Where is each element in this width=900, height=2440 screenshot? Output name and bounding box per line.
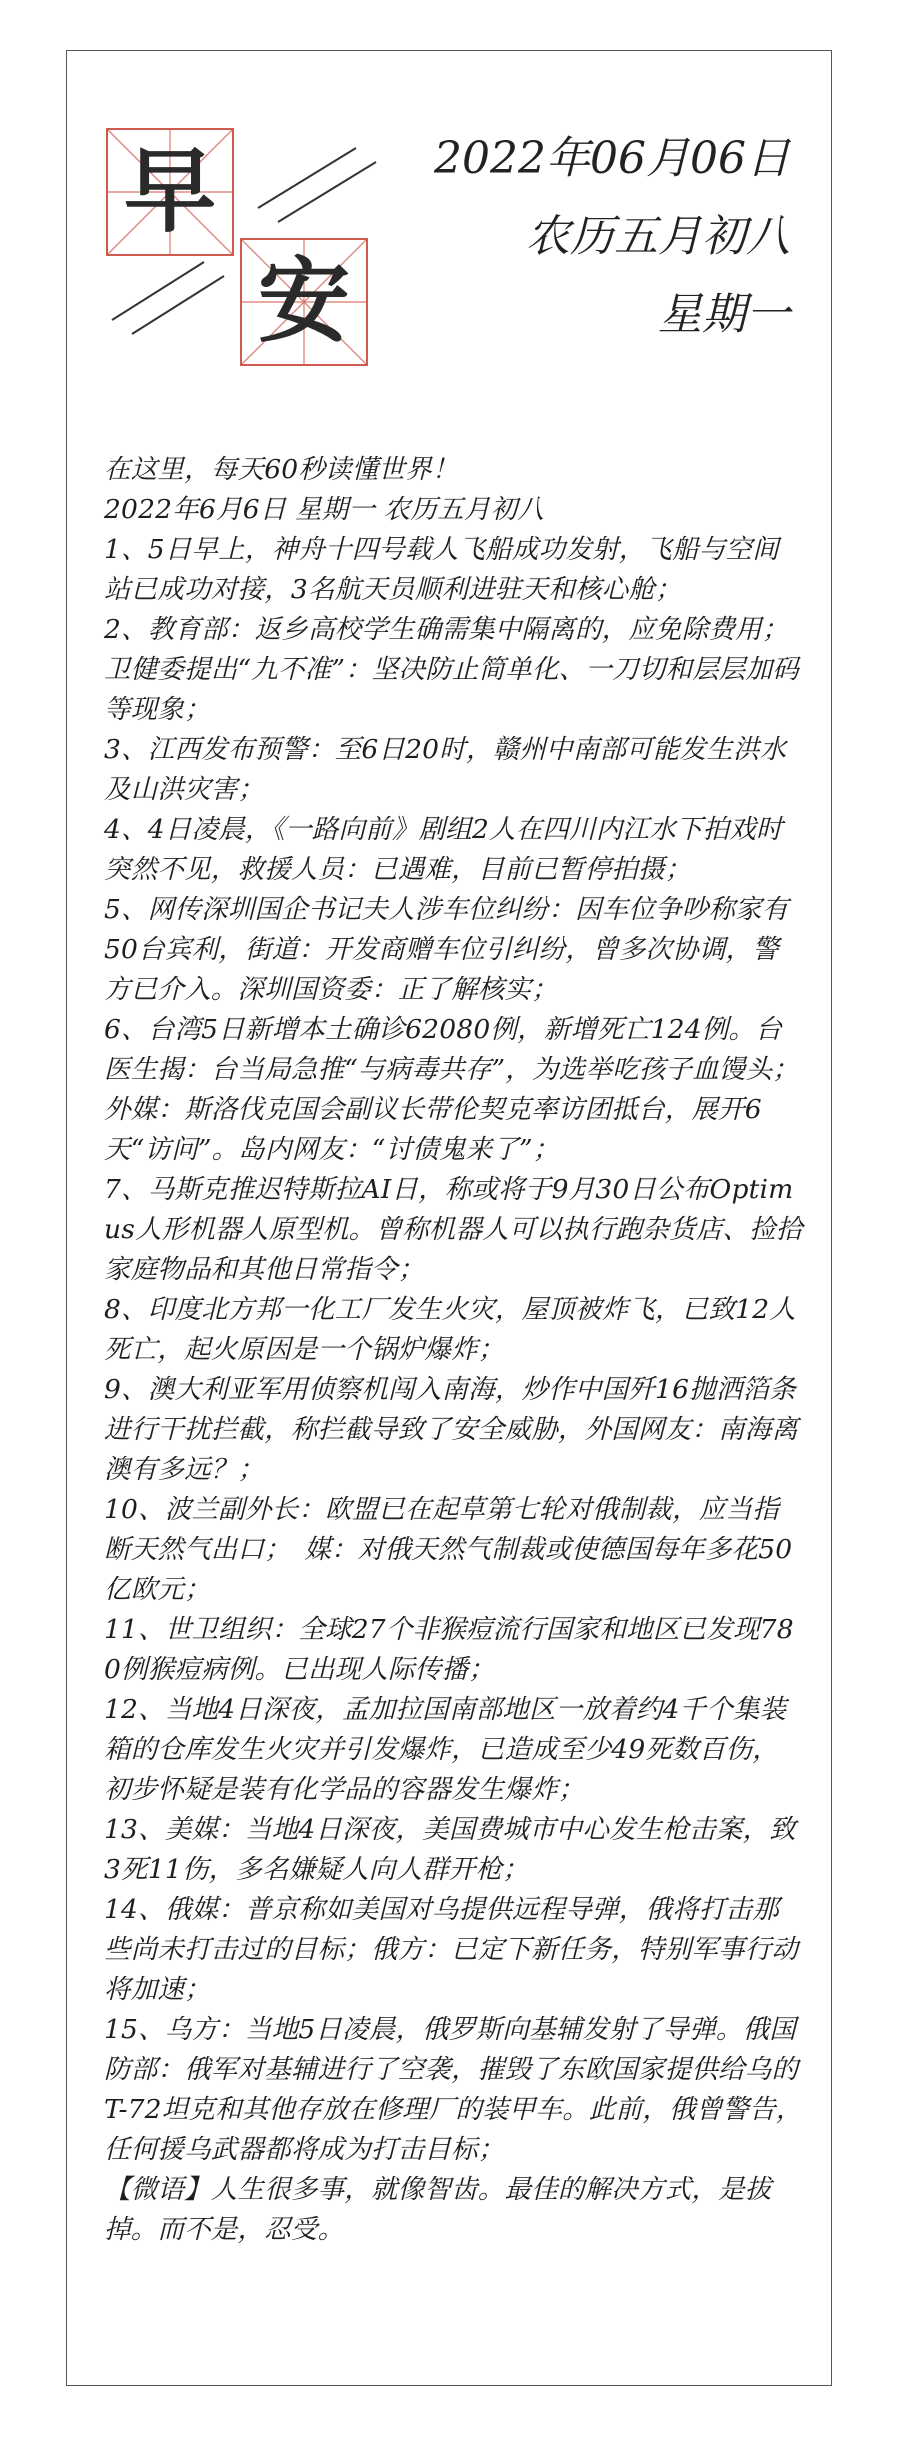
news-item: 10、波兰副外长：欧盟已在起草第七轮对俄制裁，应当指断天然气出口； 媒：对俄天然气制裁或使德国每年多花50亿欧元； [104,1494,793,1605]
intro-line: 在这里，每天60秒读懂世界！ [104,454,459,485]
date-block [434,130,790,364]
grid-char-box-zao [106,128,234,256]
lunar-date: 农历五月初八 [526,211,790,262]
grid-char-box-an [240,238,368,366]
news-item: 7、马斯克推迟特斯拉AI日，称或将于9月30日公布Optimus人形机器人原型机。曾称机器人可以执行跑杂货店、捡拾家庭物品和其他日常指令； [104,1174,803,1285]
news-item: 3、江西发布预警：至6日20时，赣州中南部可能发生洪水及山洪灾害； [104,734,787,805]
news-item: 6、台湾5日新增本土确诊62080例，新增死亡124例。台医生揭：台当局急推“与病毒共存”，为选举吃孩子血馒头；外媒：斯洛伐克国会副议长带伦契克率访团抵台，展开6天“访问”。岛内网友：“讨债鬼来了”； [104,1014,799,1165]
greeting-char-2: 安 [257,248,350,355]
news-item: 12、当地4日深夜，孟加拉国南部地区一放着约4千个集装箱的仓库发生火灾并引发爆炸，已造成至少49死数百伤，初步怀疑是装有化学品的容器发生爆炸； [104,1694,787,1805]
gregorian-date: 2022年06月06日 [434,133,790,184]
news-item: 1、5日早上，神舟十四号载人飞船成功发射，飞船与空间站已成功对接，3名航天员顺利进驻天和核心舱； [104,534,779,605]
news-item: 8、印度北方邦一化工厂发生火灾，屋顶被炸飞，已致12人死亡，起火原因是一个锅炉爆炸； [104,1294,796,1365]
news-item: 5、网传深圳国企书记夫人涉车位纠纷：因车位争吵称家有50台宾利，街道：开发商赠车位引纠纷，曾多次协调，警方已介入。深圳国资委：正了解核实； [104,894,789,1005]
greeting-char-1: 早 [123,138,216,245]
news-item: 14、俄媒：普京称如美国对乌提供远程导弹，俄将打击那些尚未打击过的目标；俄方：已定下新任务，特别军事行动将加速； [104,1894,799,2005]
date-line: 2022年6月6日 星期一 农历五月初八 [104,494,545,525]
news-content [104,450,804,2250]
news-item: 15、乌方：当地5日凌晨，俄罗斯向基辅发射了导弹。俄国防部：俄军对基辅进行了空袭，摧毁了东欧国家提供给乌的T-72坦克和其他存放在修理厂的装甲车。此前，俄曾警告，任何援乌武器都将成为打击目标； [104,2014,803,2165]
quote-line: 【微语】人生很多事，就像智齿。最佳的解决方式，是拔掉。而不是，忍受。 [104,2174,772,2245]
news-item: 2、教育部：返乡高校学生确需集中隔离的，应免除费用；卫健委提出“九不准”：坚决防止简单化、一刀切和层层加码等现象； [104,614,799,725]
news-item: 11、世卫组织：全球27个非猴痘流行国家和地区已发现780例猴痘病例。已出现人际传播； [104,1614,794,1685]
news-item: 9、澳大利亚军用侦察机闯入南海，炒作中国歼16抛洒箔条进行干扰拦截，称拦截导致了安全威胁，外国网友：南海离澳有多远？； [104,1374,799,1485]
news-item: 13、美媒：当地4日深夜，美国费城市中心发生枪击案，致3死11伤，多名嫌疑人向人群开枪； [104,1814,796,1885]
weekday: 星期一 [658,289,790,340]
news-item: 4、4日凌晨，《一路向前》剧组2人在四川内江水下拍戏时突然不见，救援人员：已遇难，目前已暂停拍摄； [104,814,783,885]
